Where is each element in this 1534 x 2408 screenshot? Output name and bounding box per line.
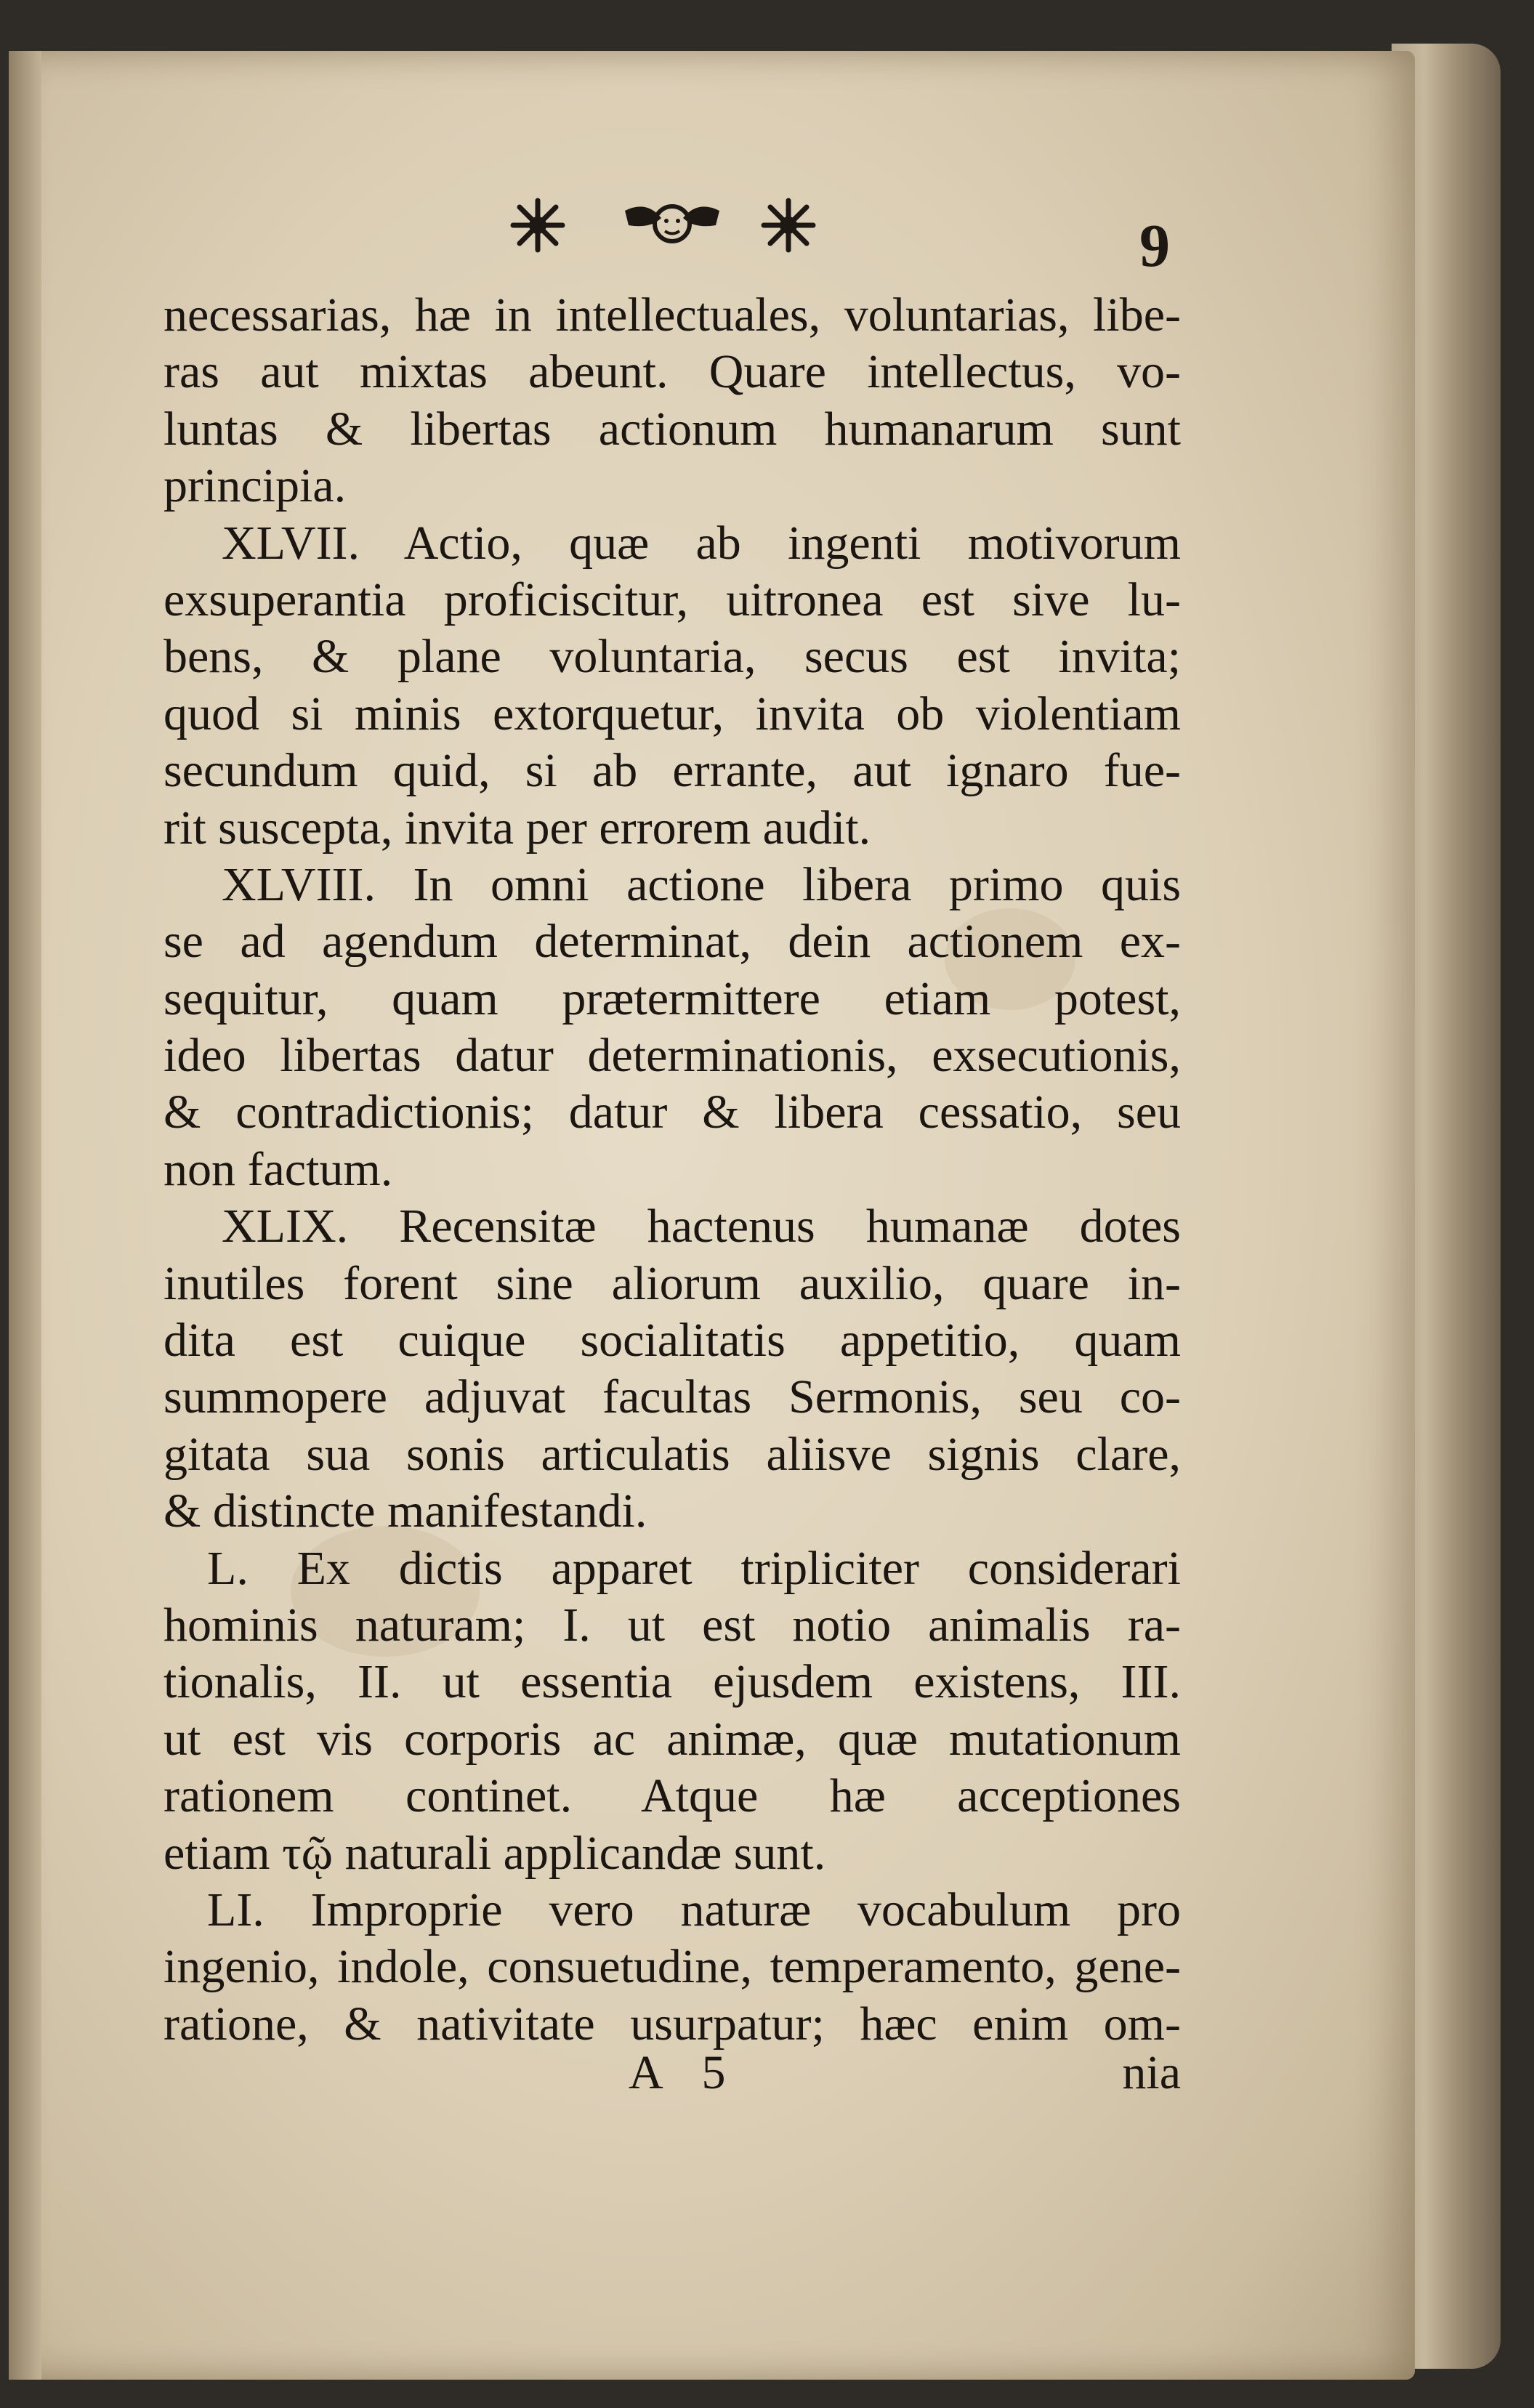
running-header bbox=[509, 196, 1206, 276]
body-text bbox=[164, 287, 1181, 2053]
text-line: gitata sua sonis articulatis aliisve signis clare, bbox=[164, 1427, 1181, 1481]
text-line: dita est cuique socialitatis appetitio, quam bbox=[164, 1314, 1181, 1367]
paragraph-start-xlviii: XLVIII. In omni actione libera primo quis bbox=[222, 857, 1181, 911]
page-gutter bbox=[9, 51, 41, 2380]
text-line: luntas & libertas actionum humanarum sunt bbox=[164, 402, 1181, 456]
text-line: hominis naturam; I. ut est notio animalis ra- bbox=[164, 1598, 1181, 1652]
text-line: etiam τῷ naturali applicandæ sunt. bbox=[164, 1826, 826, 1880]
page-number: 9 bbox=[1139, 212, 1170, 280]
text-line: ingenio, indole, consuetudine, temperamento, gene- bbox=[164, 1940, 1181, 1994]
text-line: rit suscepta, invita per errorem audit. bbox=[164, 801, 871, 854]
text-line: & distincte manifestandi. bbox=[164, 1484, 647, 1538]
text-line: exsuperantia proficiscitur, uitronea est sive lu- bbox=[164, 573, 1181, 626]
text-line: principia. bbox=[164, 459, 347, 513]
text-line: necessarias, hæ in intellectuales, voluntarias, libe- bbox=[164, 288, 1181, 342]
text-line: ut est vis corporis ac animæ, quæ mutationum bbox=[164, 1712, 1181, 1766]
text-line: summopere adjuvat facultas Sermonis, seu co- bbox=[164, 1370, 1181, 1424]
star-ornament-icon bbox=[509, 196, 567, 254]
text-line: rationem continet. Atque hæ acceptiones bbox=[164, 1769, 1181, 1823]
text-line: inutiles forent sine aliorum auxilio, quare in- bbox=[164, 1256, 1181, 1310]
text-line: bens, & plane voluntaria, secus est invita; bbox=[164, 630, 1181, 684]
text-line: ras aut mixtas abeunt. Quare intellectus, vo- bbox=[164, 345, 1181, 399]
star-ornament-icon bbox=[759, 196, 818, 254]
text-line: se ad agendum determinat, dein actionem ex- bbox=[164, 915, 1181, 969]
paragraph-start-xlix: XLIX. Recensitæ hactenus humanæ dotes bbox=[222, 1200, 1181, 1253]
signature-mark: A 5 bbox=[629, 2046, 740, 2099]
text-line: secundum quid, si ab errante, aut ignaro fue- bbox=[164, 744, 1181, 798]
paragraph-start-xlvii: XLVII. Actio, quæ ab ingenti motivorum bbox=[222, 516, 1181, 570]
page-footer bbox=[164, 2045, 1181, 2104]
text-line: non factum. bbox=[164, 1142, 393, 1196]
catchword: nia bbox=[1122, 2046, 1181, 2099]
text-line: tionalis, II. ut essentia ejusdem existens, III. bbox=[164, 1655, 1181, 1709]
text-line: sequitur, quam prætermittere etiam potest, bbox=[164, 971, 1181, 1025]
text-line: quod si minis extorquetur, invita ob violentiam bbox=[164, 687, 1181, 740]
paragraph-start-l: L. Ex dictis apparet tripliciter considerari bbox=[207, 1541, 1181, 1595]
text-line: ratione, & nativitate usurpatur; hæc enim om- bbox=[164, 1997, 1181, 2051]
text-line: & contradictionis; datur & libera cessatio, seu bbox=[164, 1086, 1181, 1139]
paragraph-start-li: LI. Improprie vero naturæ vocabulum pro bbox=[207, 1883, 1181, 1936]
cherub-ornament-icon bbox=[621, 196, 723, 254]
text-line: ideo libertas datur determinationis, exsecutionis, bbox=[164, 1029, 1181, 1083]
